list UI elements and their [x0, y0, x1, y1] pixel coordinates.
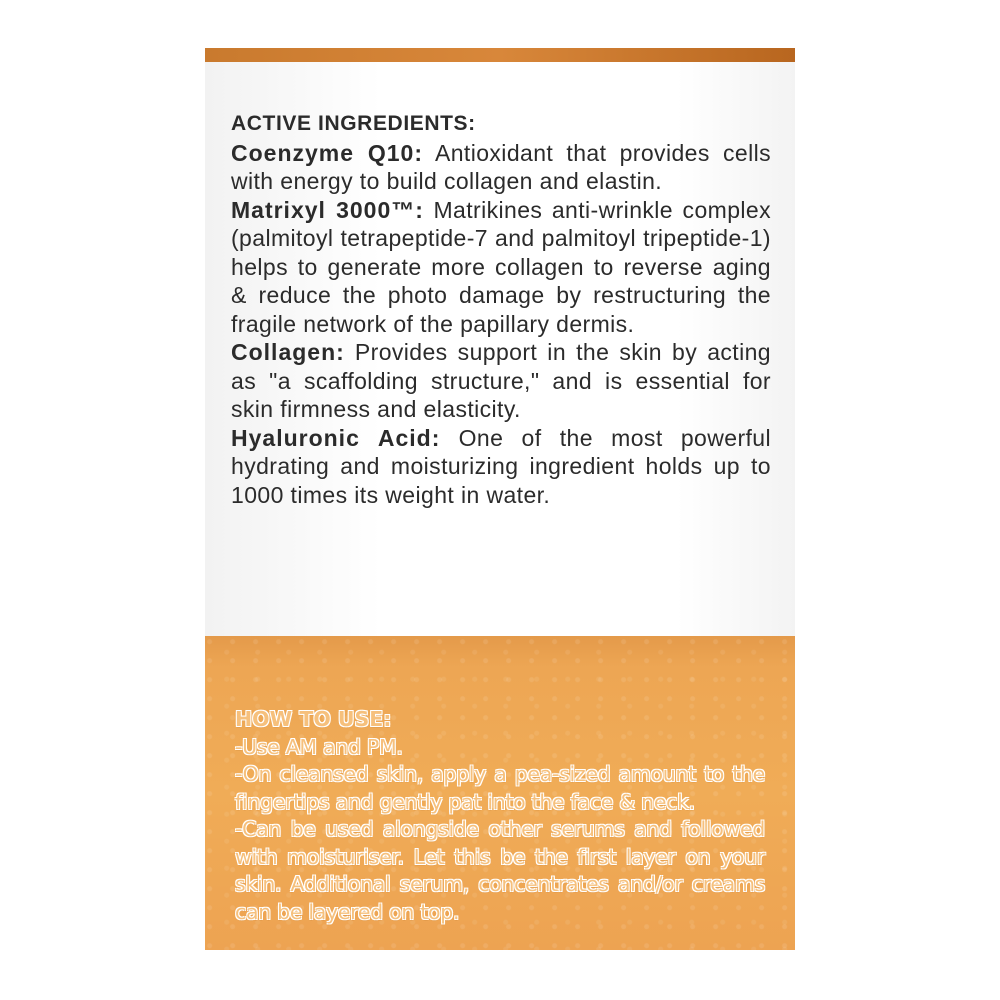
- product-box-panel: [205, 48, 795, 950]
- ingredient-term: Collagen:: [231, 339, 345, 365]
- ingredients-text-block: [231, 110, 771, 509]
- ingredient-item: [231, 338, 771, 424]
- top-color-strip: [205, 48, 795, 62]
- how-to-use-heading: HOW TO USE:: [235, 707, 392, 731]
- ingredient-term: Hyaluronic Acid:: [231, 424, 441, 451]
- how-to-use-step: -Can be used alongside other serums and followed with moisturiser. Let this be the first layer on your skin. Additional serum, concentrates and/or creams can be layered on top.: [235, 817, 765, 924]
- ingredients-heading: ACTIVE INGREDIENTS:: [231, 112, 476, 135]
- ingredient-term: Matrixyl 3000™:: [231, 196, 424, 223]
- ingredient-description: Antioxidant that provides cells with energy to build collagen and elastin.: [231, 139, 772, 194]
- how-to-use-step: -Use AM and PM.: [235, 734, 403, 759]
- how-to-use-panel: [205, 636, 795, 950]
- ingredient-item: [231, 139, 771, 196]
- ingredient-description: Provides support in the skin by acting as "a scaffolding structure," and is essential for skin firmness and elasticity.: [231, 339, 771, 422]
- ingredient-item: [231, 196, 771, 339]
- ingredient-term: Coenzyme Q10:: [231, 139, 424, 166]
- ingredient-description: One of the most powerful hydrating and moisturizing ingredient holds up to 1000 times its weight in water.: [231, 424, 771, 508]
- ingredient-item: [231, 424, 771, 510]
- ingredients-panel: [205, 62, 795, 636]
- ingredient-description: Matrikines anti-wrinkle complex (palmitoyl tetrapeptide-7 and palmitoyl tripeptide-1) helps to generate more collagen to reverse aging & reduce the photo damage by restructuring the fragile network of the papillary dermis.: [231, 196, 771, 337]
- how-to-use-step: -On cleansed skin, apply a pea-sized amount to the fingertips and gently pat into the face & neck.: [235, 762, 765, 814]
- how-to-use-text-block: [235, 706, 765, 926]
